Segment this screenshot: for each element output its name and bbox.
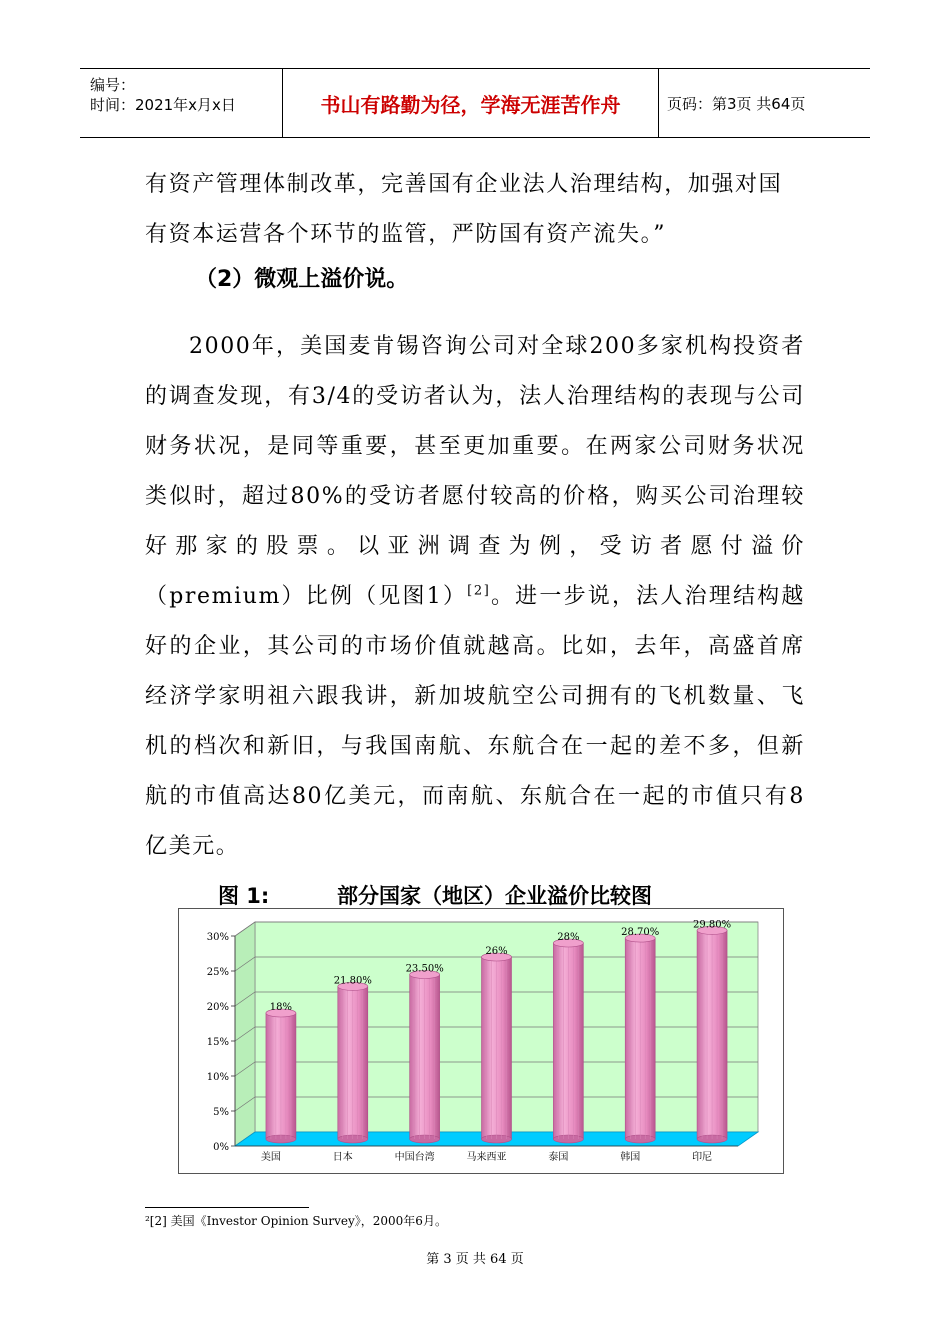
page-header	[80, 68, 870, 138]
page-footer: 第 3 页 共 64 页	[426, 1252, 524, 1267]
x-tick-label: 泰国	[548, 1152, 569, 1163]
chart-plot	[207, 919, 758, 1163]
header-info	[80, 69, 282, 137]
x-tick-label: 美国	[260, 1152, 281, 1163]
figure-number: 图 1:	[218, 884, 270, 908]
data-label: 18%	[269, 1002, 293, 1013]
code-label: 编号：	[90, 76, 136, 94]
paragraph-2-text-cont: 。进一步说，法人治理结构越好的企业，其公司的市场价值就越高。比如，去年，高盛首席经济学家明祖六跟我讲，新加坡航空公司拥有的飞机数量、飞机的档次和新旧，与我国南航、东航合在一起的差不多，但新航的市值高达80亿美元，而南航、东航合在一起的市值只有8亿美元。	[145, 584, 805, 859]
subheading: （2）微观上溢价说。	[195, 267, 409, 292]
y-tick-label: 25%	[206, 967, 229, 978]
y-tick-label: 10%	[206, 1072, 229, 1083]
time-label: 时间：2021年x月x日	[90, 96, 236, 114]
x-tick-label: 日本	[332, 1152, 353, 1163]
x-tick-label: 中国台湾	[394, 1152, 435, 1163]
y-tick-label: 0%	[213, 1142, 229, 1153]
header-motto: 书山有路勤为径，学海无涯苦作舟	[282, 69, 658, 137]
x-tick-label: 马来西亚	[466, 1152, 507, 1163]
paragraph-2	[145, 322, 805, 872]
data-label: 29.80%	[693, 919, 732, 931]
y-tick-label: 20%	[206, 1002, 229, 1013]
data-label: 28.70%	[621, 927, 660, 939]
data-label: 26%	[485, 946, 508, 957]
x-tick-label: 韩国	[620, 1152, 641, 1163]
data-label: 21.80%	[333, 975, 372, 987]
y-tick-label: 30%	[206, 932, 229, 943]
y-tick-label: 5%	[213, 1107, 229, 1118]
footnote: ²[2] 美国《Investor Opinion Survey》，2000年6月。	[145, 1214, 447, 1228]
premium-bar-chart	[178, 908, 784, 1174]
y-tick-label: 15%	[206, 1037, 229, 1048]
paragraph-1: 有资产管理体制改革，完善国有企业法人治理结构，加强对国有资本运营各个环节的监管，严防国有资产流失。”	[145, 172, 783, 247]
paragraph-2-text: 2000年，美国麦肯锡咨询公司对全球200多家机构投资者的调查发现，有3/4的受访者认为，法人治理结构的表现与公司财务状况，是同等重要，甚至更加重要。在两家公司财务状况类似时，超过80%的受访者愿付较高的价格，购买公司治理较好那家的股票。以亚洲调查为例，受访者愿付溢价（premium）比例（见图1）	[145, 334, 805, 609]
data-label: 23.50%	[405, 963, 444, 975]
citation-ref[interactable]: [2]	[467, 583, 491, 599]
data-label: 28%	[557, 932, 580, 943]
figure-title: 部分国家（地区）企业溢价比较图	[337, 884, 652, 908]
figure-caption	[0, 876, 950, 912]
footnote-divider	[145, 1207, 309, 1208]
header-page-label: 页码：第3页 共64页	[658, 69, 870, 137]
x-tick-label: 印尼	[692, 1152, 713, 1163]
